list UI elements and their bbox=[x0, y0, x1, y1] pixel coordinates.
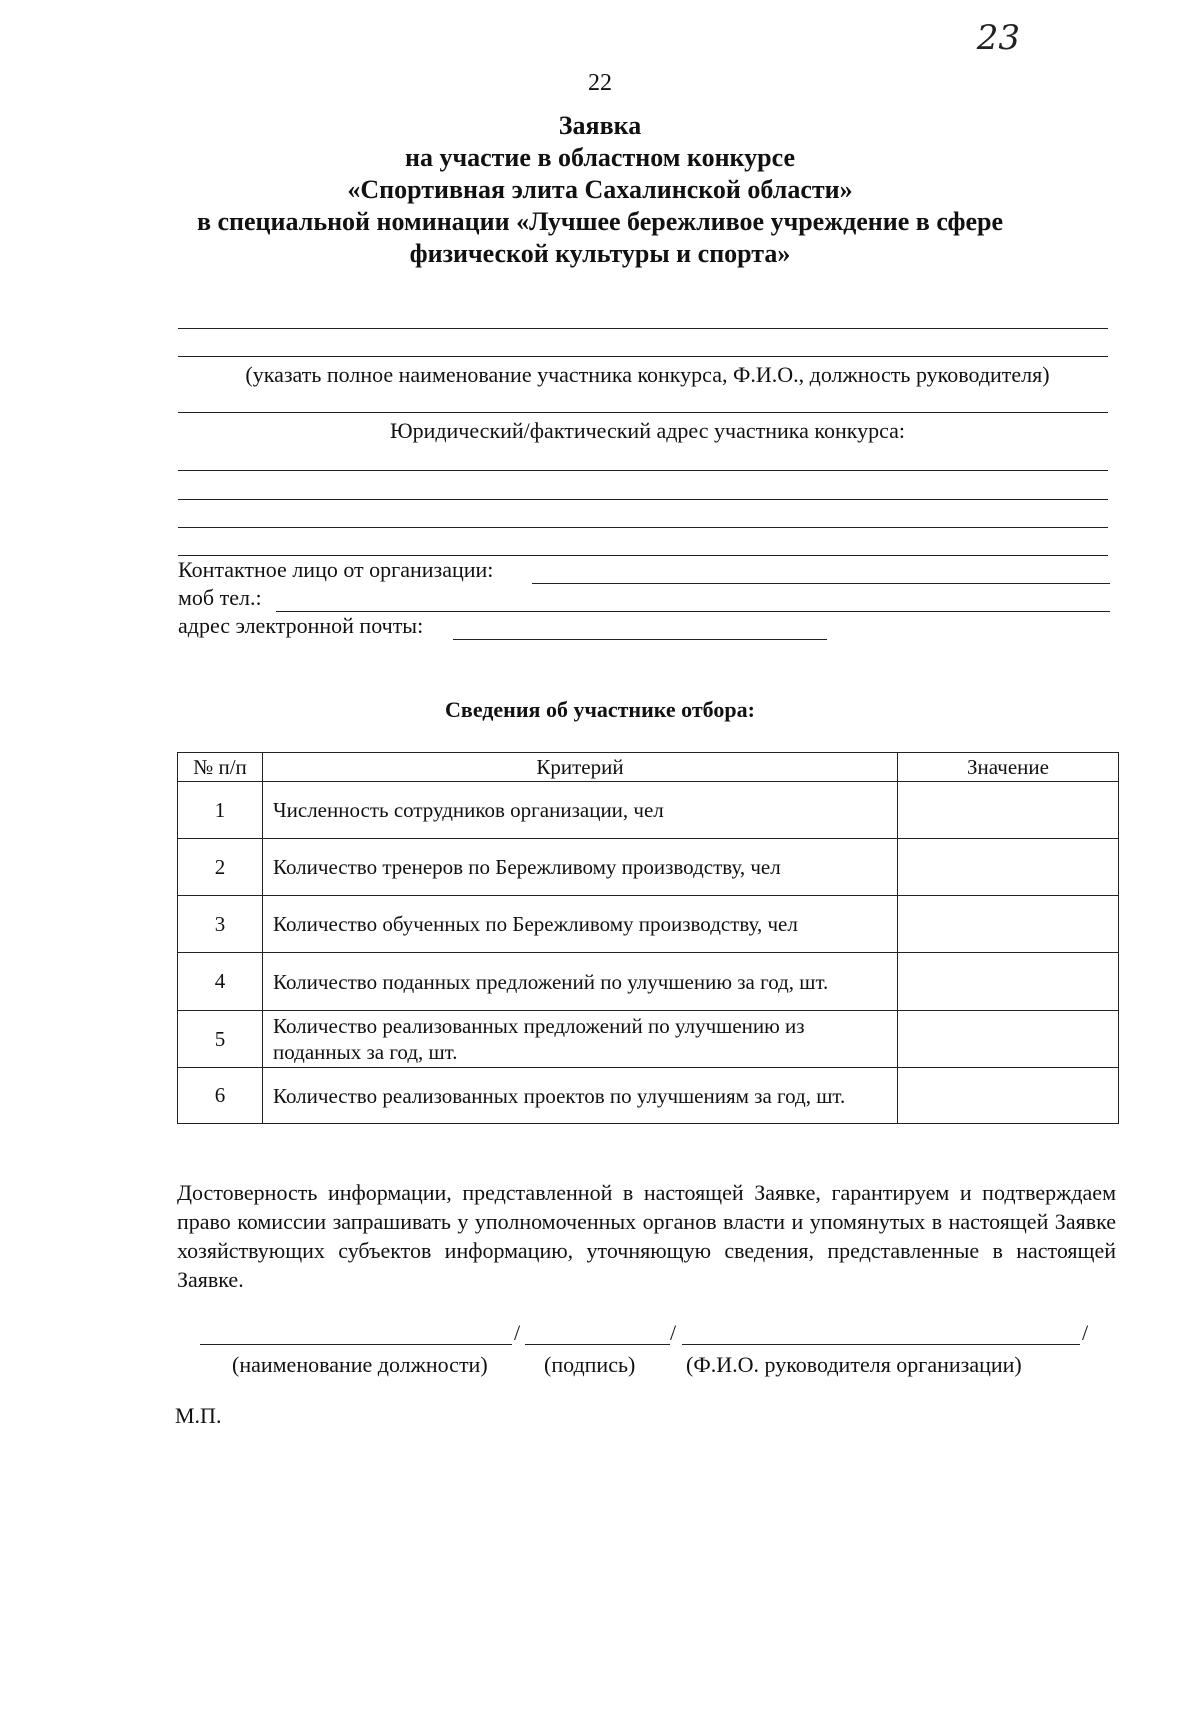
table-row bbox=[178, 1068, 1119, 1124]
header-value: Значение bbox=[898, 753, 1119, 782]
separator-slash: / bbox=[514, 1320, 521, 1345]
manager-name-label: (Ф.И.О. руководителя организации) bbox=[686, 1352, 1022, 1377]
row-criterion: Количество поданных предложений по улучшению за год, шт. bbox=[263, 953, 898, 1011]
row-number: 2 bbox=[178, 839, 263, 896]
separator-slash: / bbox=[1082, 1320, 1089, 1345]
row-criterion: Численность сотрудников организации, чел bbox=[263, 782, 898, 839]
header-number: № п/п bbox=[178, 753, 263, 782]
participant-name-hint: (указать полное наименование участника конкурса, Ф.И.О., должность руководителя) bbox=[245, 362, 1050, 387]
mobile-row bbox=[178, 585, 262, 611]
page-number: 22 bbox=[588, 70, 612, 96]
row-number: 6 bbox=[178, 1068, 263, 1124]
declaration-text: Достоверность информации, представленной в настоящей Заявке, гарантируем и подтверждаем право комиссии запрашивать у уполномоченных органов власти и упомянутых в настоящей Заявке хозяйствующих субъектов информацию, уточняющую сведения, представленные в настоящей Заявке. bbox=[177, 1180, 1116, 1292]
row-criterion: Количество обученных по Бережливому производству, чел bbox=[263, 896, 898, 953]
mobile-field[interactable] bbox=[276, 611, 1110, 612]
row-value-cell[interactable] bbox=[898, 839, 1119, 896]
title-line-2: на участие в областном конкурсе bbox=[404, 143, 796, 172]
participant-name-line[interactable] bbox=[178, 328, 1108, 329]
row-number: 4 bbox=[178, 953, 263, 1011]
address-line[interactable] bbox=[178, 555, 1108, 556]
row-criterion: Количество тренеров по Бережливому производству, чел bbox=[263, 839, 898, 896]
row-value-cell[interactable] bbox=[898, 953, 1119, 1011]
title-line-1: Заявка bbox=[558, 111, 642, 140]
address-line[interactable] bbox=[178, 527, 1108, 528]
email-field[interactable] bbox=[453, 639, 827, 640]
stamp-label: М.П. bbox=[175, 1403, 222, 1428]
table-row bbox=[178, 839, 1119, 896]
document-title bbox=[180, 110, 1020, 270]
row-value-cell[interactable] bbox=[898, 896, 1119, 953]
row-criterion: Количество реализованных предложений по улучшению из поданных за год, шт. bbox=[263, 1011, 898, 1068]
row-value-cell[interactable] bbox=[898, 1011, 1119, 1068]
separator-slash: / bbox=[670, 1320, 677, 1345]
title-line-5: физической культуры и спорта» bbox=[409, 239, 791, 268]
row-number: 5 bbox=[178, 1011, 263, 1068]
table-row bbox=[178, 1011, 1119, 1068]
contact-person-row bbox=[178, 557, 493, 583]
table-header-row bbox=[178, 753, 1119, 782]
signature-line[interactable] bbox=[525, 1344, 670, 1345]
position-label: (наименование должности) bbox=[232, 1352, 488, 1377]
header-criterion: Критерий bbox=[263, 753, 898, 782]
position-line[interactable] bbox=[200, 1344, 512, 1345]
contact-person-label: Контактное лицо от организации: bbox=[178, 557, 494, 582]
row-value-cell[interactable] bbox=[898, 1068, 1119, 1124]
row-criterion: Количество реализованных проектов по улучшениям за год, шт. bbox=[263, 1068, 898, 1124]
email-label: адрес электронной почты: bbox=[178, 613, 424, 638]
title-line-3: «Спортивная элита Сахалинской области» bbox=[347, 175, 853, 204]
table-row bbox=[178, 782, 1119, 839]
table-row bbox=[178, 896, 1119, 953]
signature-label: (подпись) bbox=[544, 1352, 636, 1377]
title-line-4: в специальной номинации «Лучшее бережливое учреждение в сфере bbox=[196, 207, 1004, 236]
manager-name-line[interactable] bbox=[682, 1344, 1080, 1345]
row-number: 3 bbox=[178, 896, 263, 953]
address-line[interactable] bbox=[178, 470, 1108, 471]
contact-person-field[interactable] bbox=[532, 583, 1110, 584]
criteria-table bbox=[177, 752, 1119, 1124]
email-row bbox=[178, 613, 423, 639]
participant-name-line[interactable] bbox=[178, 356, 1108, 357]
address-label: Юридический/фактический адрес участника конкурса: bbox=[389, 418, 906, 443]
table-row bbox=[178, 953, 1119, 1011]
row-number: 1 bbox=[178, 782, 263, 839]
address-line[interactable] bbox=[178, 499, 1108, 500]
address-line[interactable] bbox=[178, 412, 1108, 413]
handwritten-page-number: 23 bbox=[976, 18, 1020, 58]
row-value-cell[interactable] bbox=[898, 782, 1119, 839]
section-title: Сведения об участнике отбора: bbox=[445, 697, 755, 722]
mobile-label: моб тел.: bbox=[178, 585, 262, 610]
